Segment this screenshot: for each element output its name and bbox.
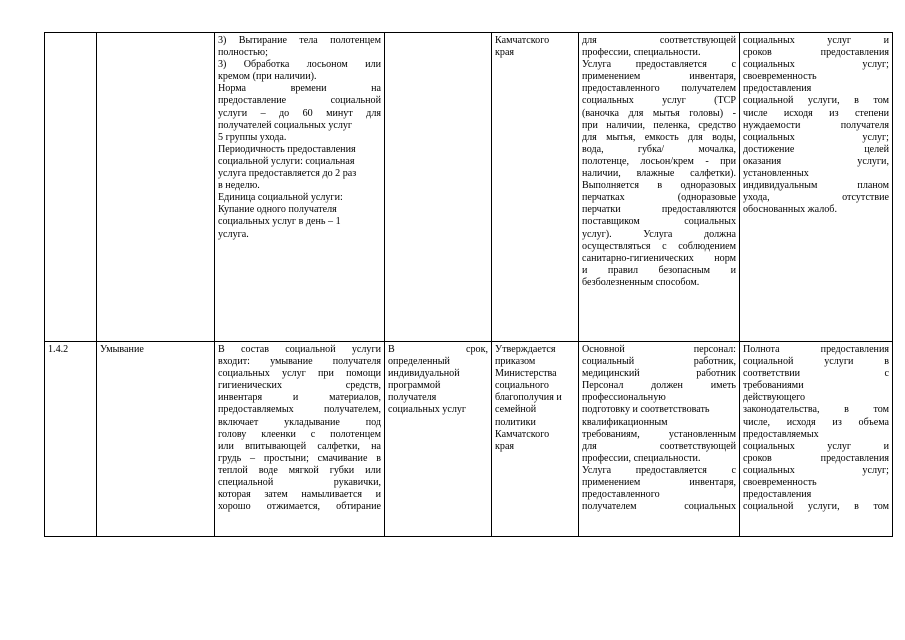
cell-text-line: (ваночка для мытья головы) - (582, 107, 736, 119)
cell-text-line: получателя (388, 392, 437, 404)
cell-text-line: социальной услуги, в том (743, 501, 889, 513)
cell-text-line: Персонал должен иметь (582, 380, 736, 392)
service-conditions-cell (579, 342, 740, 537)
cell-text-line: применением инвентаря, (582, 477, 736, 489)
cell-text-line: числе, исходя из объема (743, 416, 889, 428)
table-row (45, 33, 893, 342)
cell-text-line: квалификационным (582, 416, 668, 428)
cell-text-line: безболезненным способом. (582, 276, 700, 288)
cell-text-line: услуг). Услуга должна (582, 228, 736, 240)
cell-text-line: которая затем намыливается и (218, 489, 381, 501)
cell-text-line: при наличии, пеленка, средство (582, 119, 736, 131)
cell-text-line: своевременность (743, 71, 817, 83)
cell-text-line: перчатки предоставляются (582, 204, 736, 216)
cell-text-line: семейной (495, 404, 537, 416)
services-table (44, 32, 893, 537)
cell-text-line: кремом (при наличии). (218, 71, 317, 83)
cell-text-line: политики (495, 416, 536, 428)
cell-text-line: или впитывающей салфетки, на (218, 440, 381, 452)
service-number-cell: 1.4.2 (45, 342, 97, 537)
cell-text-line: программой (388, 380, 441, 392)
cell-text-line: услуга предоставляется до 2 раз (218, 168, 357, 180)
cell-text-line: медицинский работник (582, 368, 736, 380)
cell-text-line: социальных услуг (388, 404, 467, 416)
cell-text-line: соответствии с (743, 368, 889, 380)
cell-text-line: предоставляемых получателем, (218, 404, 381, 416)
cell-text-line: Услуга предоставляется с (582, 59, 736, 71)
cell-text-line: Камчатского (495, 35, 550, 46)
cell-text-line: социальных услуг; (743, 464, 889, 476)
cell-text-line: социальных услуг; (743, 59, 889, 71)
cell-text-line: входит: умывание получателя (218, 356, 381, 368)
cell-text-line: предоставляемых (743, 428, 819, 440)
cell-text-line: своевременность (743, 477, 817, 489)
cell-text-line: 3) Обработка лосьоном или (218, 59, 381, 71)
cell-text-line: осуществляться с соблюдением (582, 240, 736, 252)
cell-text-line: для соответствующей (582, 35, 736, 46)
cell-text-line: обоснованных жалоб. (743, 204, 837, 216)
cell-text-line: края (495, 440, 515, 452)
cell-text-line: сроков предоставления (743, 47, 889, 59)
cell-text-line: ухода, отсутствие (743, 192, 889, 204)
cell-text-line: социальных услуг (ТСР (582, 95, 736, 107)
service-content-cell (215, 33, 385, 342)
cell-text-line: хорошо отжимается, обтирание (218, 501, 381, 513)
cell-text-line: гигиенических средств, (218, 380, 381, 392)
cell-text-line: предоставления (743, 83, 812, 95)
cell-text-line: профессиональную (582, 392, 666, 404)
cell-text-line: социальной услуги, в том (743, 95, 889, 107)
cell-text-line: предоставленного (582, 489, 660, 501)
cell-text-line: социальный работник, (582, 356, 736, 368)
service-content-cell (215, 342, 385, 537)
cell-text-line: социальных услуг; (743, 131, 889, 143)
cell-text-line: голову клеенки с полотенцем (218, 428, 381, 440)
cell-text-line: перчатках (одноразовые (582, 192, 736, 204)
cell-text-line: благополучия и (495, 392, 562, 404)
cell-text-line: профессии, специальности. (582, 452, 701, 464)
cell-text-line: приказом (495, 356, 536, 368)
cell-text-line: индивидуальным планом (743, 180, 889, 192)
cell-text-line: профессии, специальности. (582, 47, 701, 59)
service-term-cell (385, 342, 492, 537)
cell-text-line: социального (495, 380, 549, 392)
cell-text-line: социальной услуги: социальная (218, 155, 355, 167)
cell-text-line: Купание одного получателя (218, 204, 337, 216)
cell-text-line: нуждаемости получателя (743, 119, 889, 131)
cell-text-line: индивидуальной (388, 368, 460, 380)
cell-text-line: оказания услуги, (743, 155, 889, 167)
cell-text-line: и правил безопасным и (582, 264, 736, 276)
cell-text-line: Выполняется в одноразовых (582, 180, 736, 192)
cell-text-line: получателем социальных (582, 501, 736, 513)
cell-text-line: В срок, (388, 344, 488, 355)
cell-text-line: для мытья, емкость для воды, (582, 131, 736, 143)
cell-text-line: социальных услуг при помощи (218, 368, 381, 380)
service-approved-cell (492, 33, 579, 342)
cell-text-line: полотенце, лосьон/крем - при (582, 155, 736, 167)
cell-text-line: социальных услуг и (743, 440, 889, 452)
service-approved-cell (492, 342, 579, 537)
cell-text-line: наличии, влажные салфетки). (582, 168, 736, 180)
cell-text-line: для соответствующей (582, 440, 736, 452)
cell-text-line: 3) Вытирание тела полотенцем (218, 35, 381, 46)
cell-text-line: установленных (743, 168, 809, 180)
cell-text-line: действующего (743, 392, 806, 404)
cell-text-line: Камчатского (495, 428, 550, 440)
cell-text-line: услуги – до 60 минут для (218, 107, 381, 119)
cell-text-line: Периодичность предоставления (218, 143, 356, 155)
cell-text-line: Основной персонал: (582, 344, 736, 355)
cell-text-line: санитарно-гигиенических норм (582, 252, 736, 264)
service-name-cell: Умывание (97, 342, 215, 537)
cell-text-line: услуга. (218, 228, 249, 240)
cell-text-line: требованиям, установленным (582, 428, 736, 440)
cell-text-line: числе исходя из степени (743, 107, 889, 119)
cell-text-line: Единица социальной услуги: (218, 192, 343, 204)
cell-text-line: 5 группы ухода. (218, 131, 287, 143)
cell-text-line: предоставления (743, 489, 812, 501)
cell-text-line: применением инвентаря, (582, 71, 736, 83)
cell-text-line: теплой воде мягкой губки или (218, 464, 381, 476)
cell-text-line: Министерства (495, 368, 557, 380)
cell-text-line: включает укладывание под (218, 416, 381, 428)
cell-text-line: Услуга предоставляется с (582, 464, 736, 476)
service-conditions-cell (579, 33, 740, 342)
cell-text-line: достижение целей (743, 143, 889, 155)
cell-text-line: вода, губка/ мочалка, (582, 143, 736, 155)
cell-text-line: специальной рукавички, (218, 477, 381, 489)
service-quality-cell (740, 33, 893, 342)
cell-text-line: социальных услуг в день – 1 (218, 216, 341, 228)
cell-text-line: получателей социальных услуг (218, 119, 353, 131)
cell-text-line: в неделю. (218, 180, 260, 192)
cell-text-line: инвентаря и материалов, (218, 392, 381, 404)
cell-text-line: края (495, 47, 515, 59)
cell-text-line: законодательства, в том (743, 404, 889, 416)
table-row (45, 342, 893, 537)
service-number-cell (45, 33, 97, 342)
service-quality-cell (740, 342, 893, 537)
cell-text-line: Утверждается (495, 344, 556, 355)
cell-text-line: сроков предоставления (743, 452, 889, 464)
cell-text-line: В состав социальной услуги (218, 344, 381, 355)
cell-text-line: предоставленного получателем (582, 83, 736, 95)
cell-text-line: Полнота предоставления (743, 344, 889, 355)
cell-text-line: Норма времени на (218, 83, 381, 95)
cell-text-line: полностью; (218, 47, 268, 59)
service-name-cell (97, 33, 215, 342)
cell-text-line: социальной услуги в (743, 356, 889, 368)
cell-text-line: определенный (388, 356, 450, 368)
cell-text-line: предоставление социальной (218, 95, 381, 107)
service-term-cell (385, 33, 492, 342)
cell-text-line: социальных услуг и (743, 35, 889, 46)
cell-text-line: подготовку и соответствовать (582, 404, 710, 416)
cell-text-line: требованиями (743, 380, 804, 392)
cell-text-line: поставщиком социальных (582, 216, 736, 228)
cell-text-line: грудь – простыни; смачивание в (218, 452, 381, 464)
